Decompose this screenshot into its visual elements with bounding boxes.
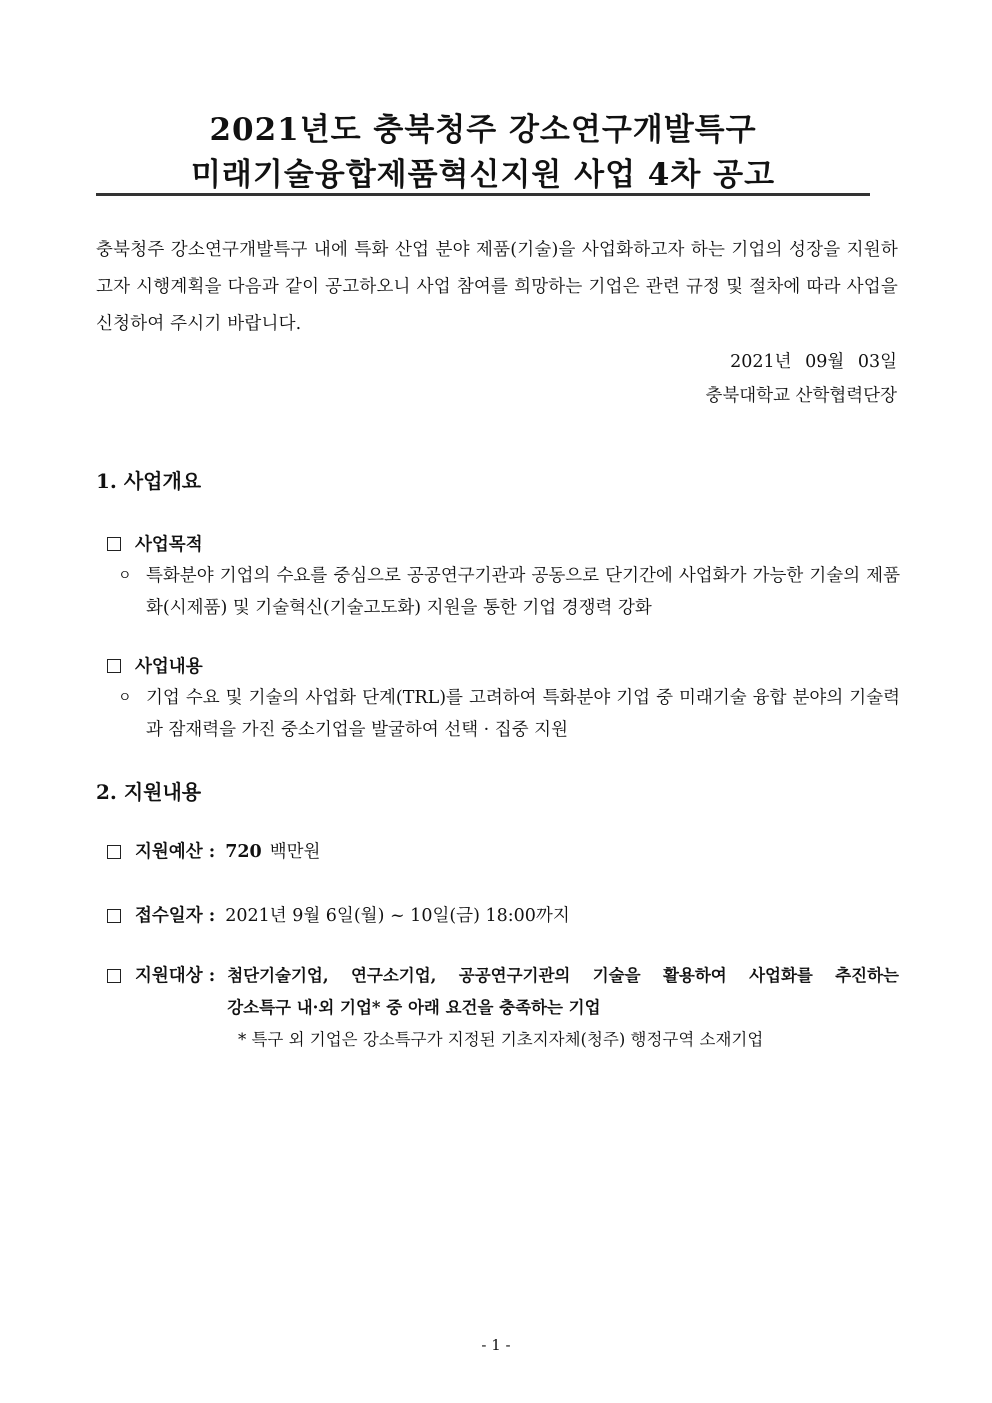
title-line-1: 2021년도 충북청주 강소연구개발특구 bbox=[209, 112, 757, 148]
checkbox-square-icon bbox=[107, 845, 121, 859]
purpose-label: 사업목적 bbox=[135, 535, 203, 555]
content-bullet bbox=[118, 682, 900, 746]
purpose-text: 특화분야 기업의 수요를 중심으로 공공연구기관과 공동으로 단기간에 사업화가 가능한 기술의 제품화(시제품) 및 기술혁신(기술고도화) 지원을 통한 기업 경쟁력 강화 bbox=[146, 566, 900, 618]
checkbox-square-icon bbox=[107, 909, 121, 923]
issuing-organization: 충북대학교 산학협력단장 bbox=[705, 386, 897, 406]
section-1-heading: 1. 사업개요 bbox=[96, 469, 202, 493]
title-line-2: 미래기술융합제품혁신지원 사업 4차 공고 bbox=[190, 157, 776, 193]
period-label: 접수일자 : bbox=[135, 906, 216, 926]
bullet-circle-icon: ㅇ bbox=[118, 568, 132, 584]
checkbox-square-icon bbox=[107, 969, 121, 983]
budget-row bbox=[107, 836, 899, 868]
section-2-heading: 2. 지원내용 bbox=[96, 780, 202, 804]
page-number: - 1 - bbox=[481, 1336, 511, 1354]
content-label: 사업내용 bbox=[135, 657, 203, 677]
target-label: 지원대상 : bbox=[135, 966, 216, 986]
content-text: 기업 수요 및 기술의 사업화 단계(TRL)를 고려하여 특화분야 기업 중 미래기술 융합 분야의 기술력과 잠재력을 가진 중소기업을 발굴하여 선택 · 집중 지원 bbox=[146, 688, 900, 740]
notice-title bbox=[96, 108, 870, 198]
period-label-wrap bbox=[107, 900, 215, 932]
target-line-2: 강소특구 내·외 기업* 중 아래 요건을 충족하는 기업 bbox=[227, 998, 601, 1017]
target-label-wrap bbox=[107, 960, 215, 1024]
period-row bbox=[107, 900, 899, 932]
bullet-circle-icon: ㅇ bbox=[118, 690, 132, 706]
content-heading bbox=[107, 653, 203, 678]
target-text bbox=[227, 960, 899, 1024]
target-row bbox=[107, 960, 899, 1024]
title-underline bbox=[96, 193, 870, 196]
intro-paragraph: 충북청주 강소연구개발특구 내에 특화 산업 분야 제품(기술)을 사업화하고자 하는 기업의 성장을 지원하고자 시행계획을 다음과 같이 공고하오니 사업 참여를 희망하는 기업은 관련 규정 및 절차에 따라 사업을 신청하여 주시기 바랍니다. bbox=[96, 240, 898, 334]
purpose-bullet bbox=[118, 560, 900, 624]
target-line-1: 첨단기술기업, 연구소기업, 공공연구기관의 기술을 활용하여 사업화를 추진하는 bbox=[227, 966, 899, 985]
budget-label: 지원예산 : bbox=[135, 842, 216, 862]
target-footnote: * 특구 외 기업은 강소특구가 지정된 기초지자체(청주) 행정구역 소재기업 bbox=[238, 1030, 764, 1049]
checkbox-square-icon bbox=[107, 537, 121, 551]
checkbox-square-icon bbox=[107, 659, 121, 673]
purpose-heading bbox=[107, 531, 203, 556]
period-value: 2021년 9월 6일(월) ~ 10일(금) 18:00까지 bbox=[225, 906, 570, 926]
notice-date: 2021년 09월 03일 bbox=[730, 352, 897, 372]
budget-label-wrap bbox=[107, 836, 215, 868]
budget-unit: 백만원 bbox=[269, 842, 321, 862]
budget-amount: 720 bbox=[225, 842, 262, 862]
